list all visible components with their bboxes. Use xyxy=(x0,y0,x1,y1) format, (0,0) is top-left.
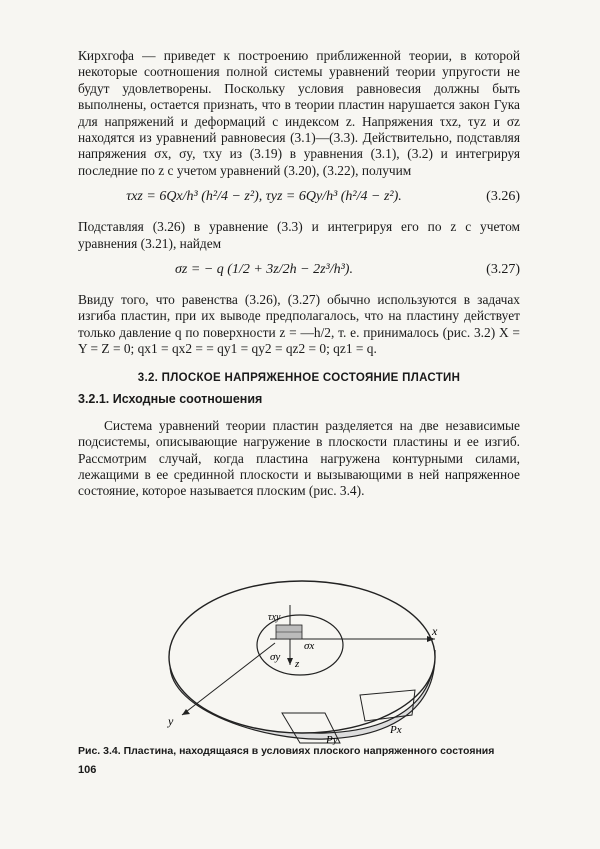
label-sigma-y: σy xyxy=(270,651,281,663)
label-z: z xyxy=(295,658,300,670)
label-y: y xyxy=(168,714,174,728)
equation-3-27 xyxy=(78,252,520,292)
page-number: 106 xyxy=(78,764,97,776)
paragraph-1: Кирхгофа — приведет к построению приближенной теории, в которой некоторые соотношения полной системы уравнений теории упругости не будут удовлетворены. Поскольку условия равновесия должны быть выполнены, остается признать, что в теории пластин нарушается закон Гука для напряжений и деформаций с индексом z. Напряжения τxz, τyz и σz находятся из уравнений равновесия (3.1)—(3.3). Действительно, подставляя напряжения σx, σy, τxy из (3.19) в уравнения (3.1), (3.2) и интегрируя последние по z с учетом уравнений (3.20), (3.22), получим xyxy=(78,48,520,178)
paragraph-3: Ввиду того, что равенства (3.26), (3.27) обычно используются в задачах изгиба пластин, при их выводе предполагалось, что на пластину действует только давление q по поверхности z = —h/2, т. е. принималось (рис. 3.2) X = Y = Z = 0; qx1 = qx2 = = qy1 = qy2 = qz2 = 0; qz1 = q. xyxy=(78,292,520,357)
paragraph-4: Система уравнений теории пластин разделяется на две независимые подсистемы, описывающие нагружение в плоскости пластины и ее изгиб. Рассмотрим случай, когда пластина нагружена контурными силами, лежащими в ее срединной плоскости и вызывающими в ней напряженное состояние, которое называется плоским (рис. 3.4). xyxy=(78,417,520,499)
label-sigma-x: σx xyxy=(304,640,315,652)
equation-3-26 xyxy=(78,179,520,219)
equation-number: (3.27) xyxy=(486,262,520,278)
paragraph-2: Подставляя (3.26) в уравнение (3.3) и интегрируя его по z с учетом уравнения (3.21), найдем xyxy=(78,219,520,251)
equation-body: τxz = 6Qx/h³ (h²/4 − z²), τyz = 6Qy/h³ (h²/4 − z²). xyxy=(126,189,402,205)
label-p-x: Px xyxy=(390,724,402,736)
subsection-title: 3.2.1. Исходные соотношения xyxy=(78,391,263,406)
page-body xyxy=(78,48,520,500)
figure-caption: Рис. 3.4. Пластина, находящаяся в условиях плоского напряженного состояния xyxy=(78,745,495,757)
label-p-y: Py xyxy=(326,734,338,745)
equation-number: (3.26) xyxy=(486,189,520,205)
plate-figure xyxy=(150,565,450,745)
label-x: x xyxy=(432,624,438,638)
plate-inner-ellipse xyxy=(257,615,343,675)
label-tau-xy: τxy xyxy=(268,612,281,623)
equation-body: σz = − q (1/2 + 3z/2h − 2z³/h³). xyxy=(175,262,353,278)
section-title: 3.2. ПЛОСКОЕ НАПРЯЖЕННОЕ СОСТОЯНИЕ ПЛАСТИН xyxy=(137,371,461,384)
